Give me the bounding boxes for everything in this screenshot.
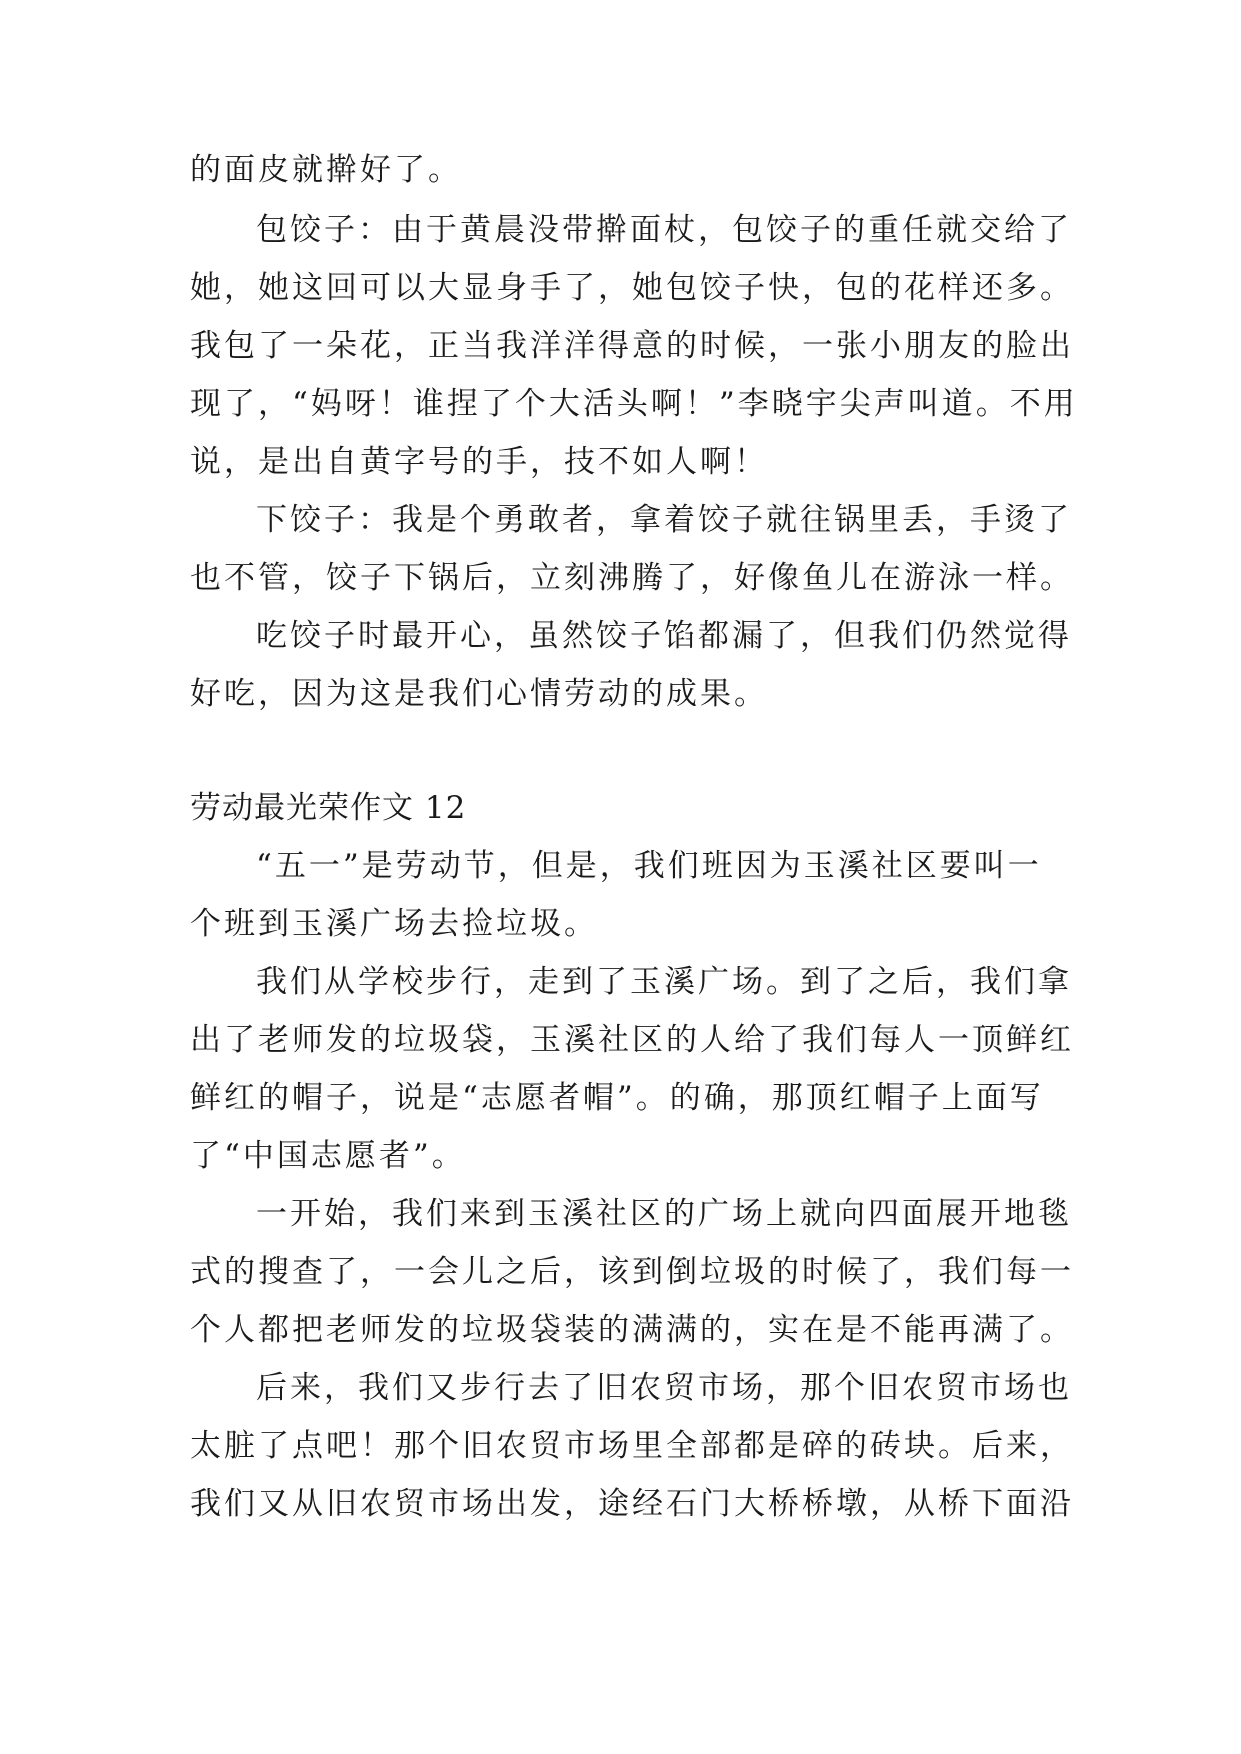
paragraph-start: 下饺子：我是个勇敢者，拿着饺子就往锅里丢，手烫了: [256, 502, 1072, 538]
text-line: 我们又从旧农贸市场出发，途经石门大桥桥墩，从桥下面沿: [190, 1486, 1074, 1522]
paragraph-start: 一开始，我们来到玉溪社区的广场上就向四面展开地毯: [256, 1196, 1072, 1232]
text-line: 鲜红的帽子，说是“志愿者帽”。的确，那顶红帽子上面写: [190, 1080, 1044, 1116]
text-line: 好吃，因为这是我们心情劳动的成果。: [190, 676, 768, 712]
text-line: 也不管，饺子下锅后，立刻沸腾了，好像鱼儿在游泳一样。: [190, 560, 1074, 596]
text-line: 太脏了点吧！那个旧农贸市场里全部都是碎的砖块。后来，: [190, 1428, 1074, 1464]
text-line: 我包了一朵花，正当我洋洋得意的时候，一张小朋友的脸出: [190, 328, 1074, 364]
text-line: 了“中国志愿者”。: [190, 1138, 466, 1174]
text-line: 个班到玉溪广场去捡垃圾。: [190, 906, 598, 942]
text-line: 的面皮就擀好了。: [190, 152, 462, 188]
text-line: 出了老师发的垃圾袋，玉溪社区的人给了我们每人一顶鲜红: [190, 1022, 1074, 1058]
paragraph-start: 吃饺子时最开心，虽然饺子馅都漏了，但我们仍然觉得: [256, 618, 1072, 654]
text-line: 现了，“妈呀！谁捏了个大活头啊！”李晓宇尖声叫道。不用: [190, 386, 1078, 422]
paragraph-start: 包饺子：由于黄晨没带擀面杖，包饺子的重任就交给了: [256, 212, 1072, 248]
text-line: 个人都把老师发的垃圾袋装的满满的，实在是不能再满了。: [190, 1312, 1074, 1348]
paragraph-start: “五一”是劳动节，但是，我们班因为玉溪社区要叫一: [256, 848, 1042, 884]
text-line: 式的搜查了，一会儿之后，该到倒垃圾的时候了，我们每一: [190, 1254, 1074, 1290]
text-line: 她，她这回可以大显身手了，她包饺子快，包的花样还多。: [190, 270, 1074, 306]
paragraph-start: 后来，我们又步行去了旧农贸市场，那个旧农贸市场也: [256, 1370, 1072, 1406]
paragraph-start: 我们从学校步行，走到了玉溪广场。到了之后，我们拿: [256, 964, 1072, 1000]
text-line: 说，是出自黄字号的手，技不如人啊！: [190, 444, 768, 480]
section-title: 劳动最光荣作文 12: [190, 790, 467, 826]
